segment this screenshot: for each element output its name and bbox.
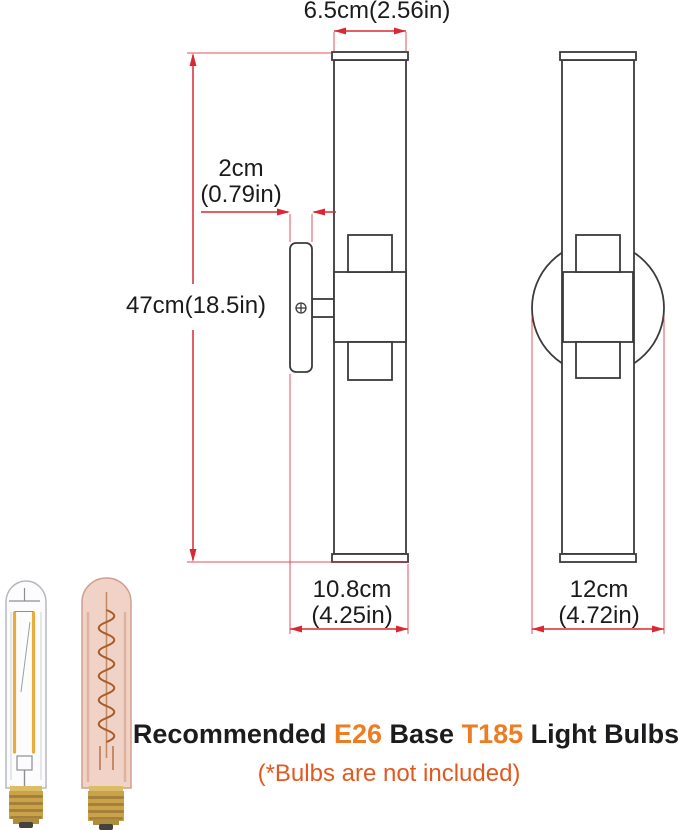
dim-side-depth-value: 10.8cm — [312, 576, 392, 603]
side-view-fixture — [290, 52, 408, 562]
front-tube-top-cap — [560, 52, 636, 60]
bulbs-not-included-note: (*Bulbs are not included) — [257, 760, 521, 787]
front-view-fixture — [532, 52, 664, 562]
dim-height-label: 47cm(18.5in) — [125, 292, 267, 319]
side-tube-top-cap — [332, 52, 408, 60]
clear-tubular-bulb — [6, 581, 46, 828]
dim-plate-depth — [201, 209, 336, 243]
side-bottom-socket — [348, 342, 392, 380]
front-center-block — [563, 272, 633, 342]
mounting-arm — [312, 299, 334, 317]
screw-icon — [296, 303, 307, 314]
dim-front-width-inches: (4.72in) — [558, 602, 640, 629]
front-bottom-socket — [576, 342, 620, 378]
dim-front-width-value: 12cm — [569, 576, 629, 603]
recommendation-middle: Base — [382, 719, 462, 749]
bulb-code: T185 — [461, 719, 524, 749]
base-code: E26 — [333, 719, 383, 749]
recommendation-prefix: Recommended — [132, 719, 334, 749]
e26-screw-base — [88, 786, 124, 830]
side-top-socket — [348, 235, 392, 272]
dim-side-depth-inches: (4.25in) — [311, 602, 393, 629]
recommendation-suffix: Light Bulbs — [523, 719, 679, 749]
dim-side-depth-label — [311, 577, 392, 629]
side-center-block — [334, 272, 406, 342]
side-tube-bottom-cap — [332, 554, 408, 562]
dim-top-width — [334, 28, 406, 53]
dim-top-width-label: 6.5cm(2.56in) — [303, 0, 451, 24]
front-tube-bottom-cap — [560, 554, 636, 562]
dim-plate-depth-value: 2cm — [218, 155, 264, 182]
amber-spiral-bulb — [82, 578, 131, 830]
dim-front-width-label — [558, 577, 639, 629]
dim-plate-depth-label — [200, 156, 281, 208]
dim-plate-depth-inches: (0.79in) — [200, 181, 282, 208]
front-top-socket — [576, 235, 620, 272]
recommendation-title — [133, 719, 679, 750]
e26-screw-base — [9, 786, 43, 828]
